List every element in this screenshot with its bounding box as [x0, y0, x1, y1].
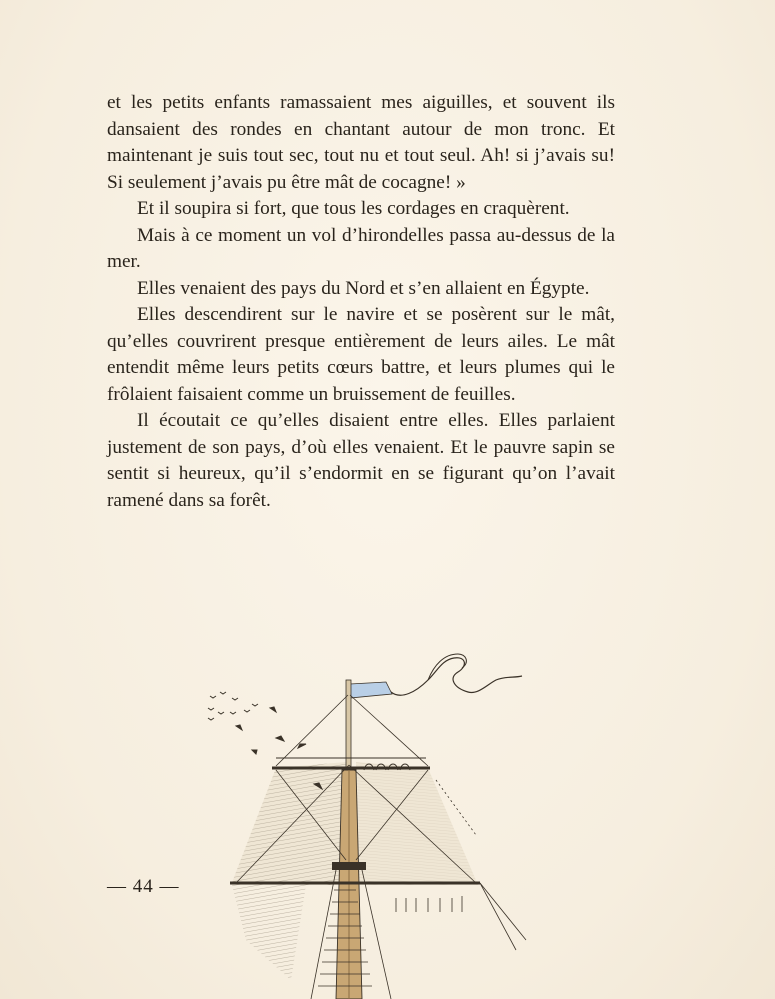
paragraph: Mais à ce moment un vol d’hirondelles passa au-dessus de la mer.: [107, 224, 615, 272]
body-text: [107, 90, 615, 514]
paragraph: et les petits enfants ramassaient mes aiguilles, et souvent ils dansaient des rondes en chantant autour de mon tronc. Et maintenant je suis tout sec, tout nu et tout seul. Ah! si j’avais su! Si seulement j’avais pu être mât de cocagne! »: [107, 92, 615, 193]
pennant: [350, 654, 522, 698]
paragraph: Elles descendirent sur le navire et se posèrent sur le mât, qu’elles couvrirent presque entièrement de leurs ailes. Le mât entendit même leurs petits cœurs battre, et leurs plumes qui le frôlaient faisaient comme un bruissement de feuilles.: [107, 304, 615, 405]
paragraph: Il écoutait ce qu’elles disaient entre elles. Elles parlaient justement de son pays, d’où elles venaient. Et le pauvre sapin se sentit si heureux, qu’il s’endormit en se figurant qu’on l’avait ramené dans sa forêt.: [107, 410, 615, 511]
page-number: — 44 —: [107, 876, 180, 897]
paragraph: Elles venaient des pays du Nord et s’en allaient en Égypte.: [137, 277, 590, 299]
ship-mast-with-swallows-illustration: [196, 640, 536, 999]
paragraph: Et il soupira si fort, que tous les cordages en craquèrent.: [137, 198, 570, 219]
